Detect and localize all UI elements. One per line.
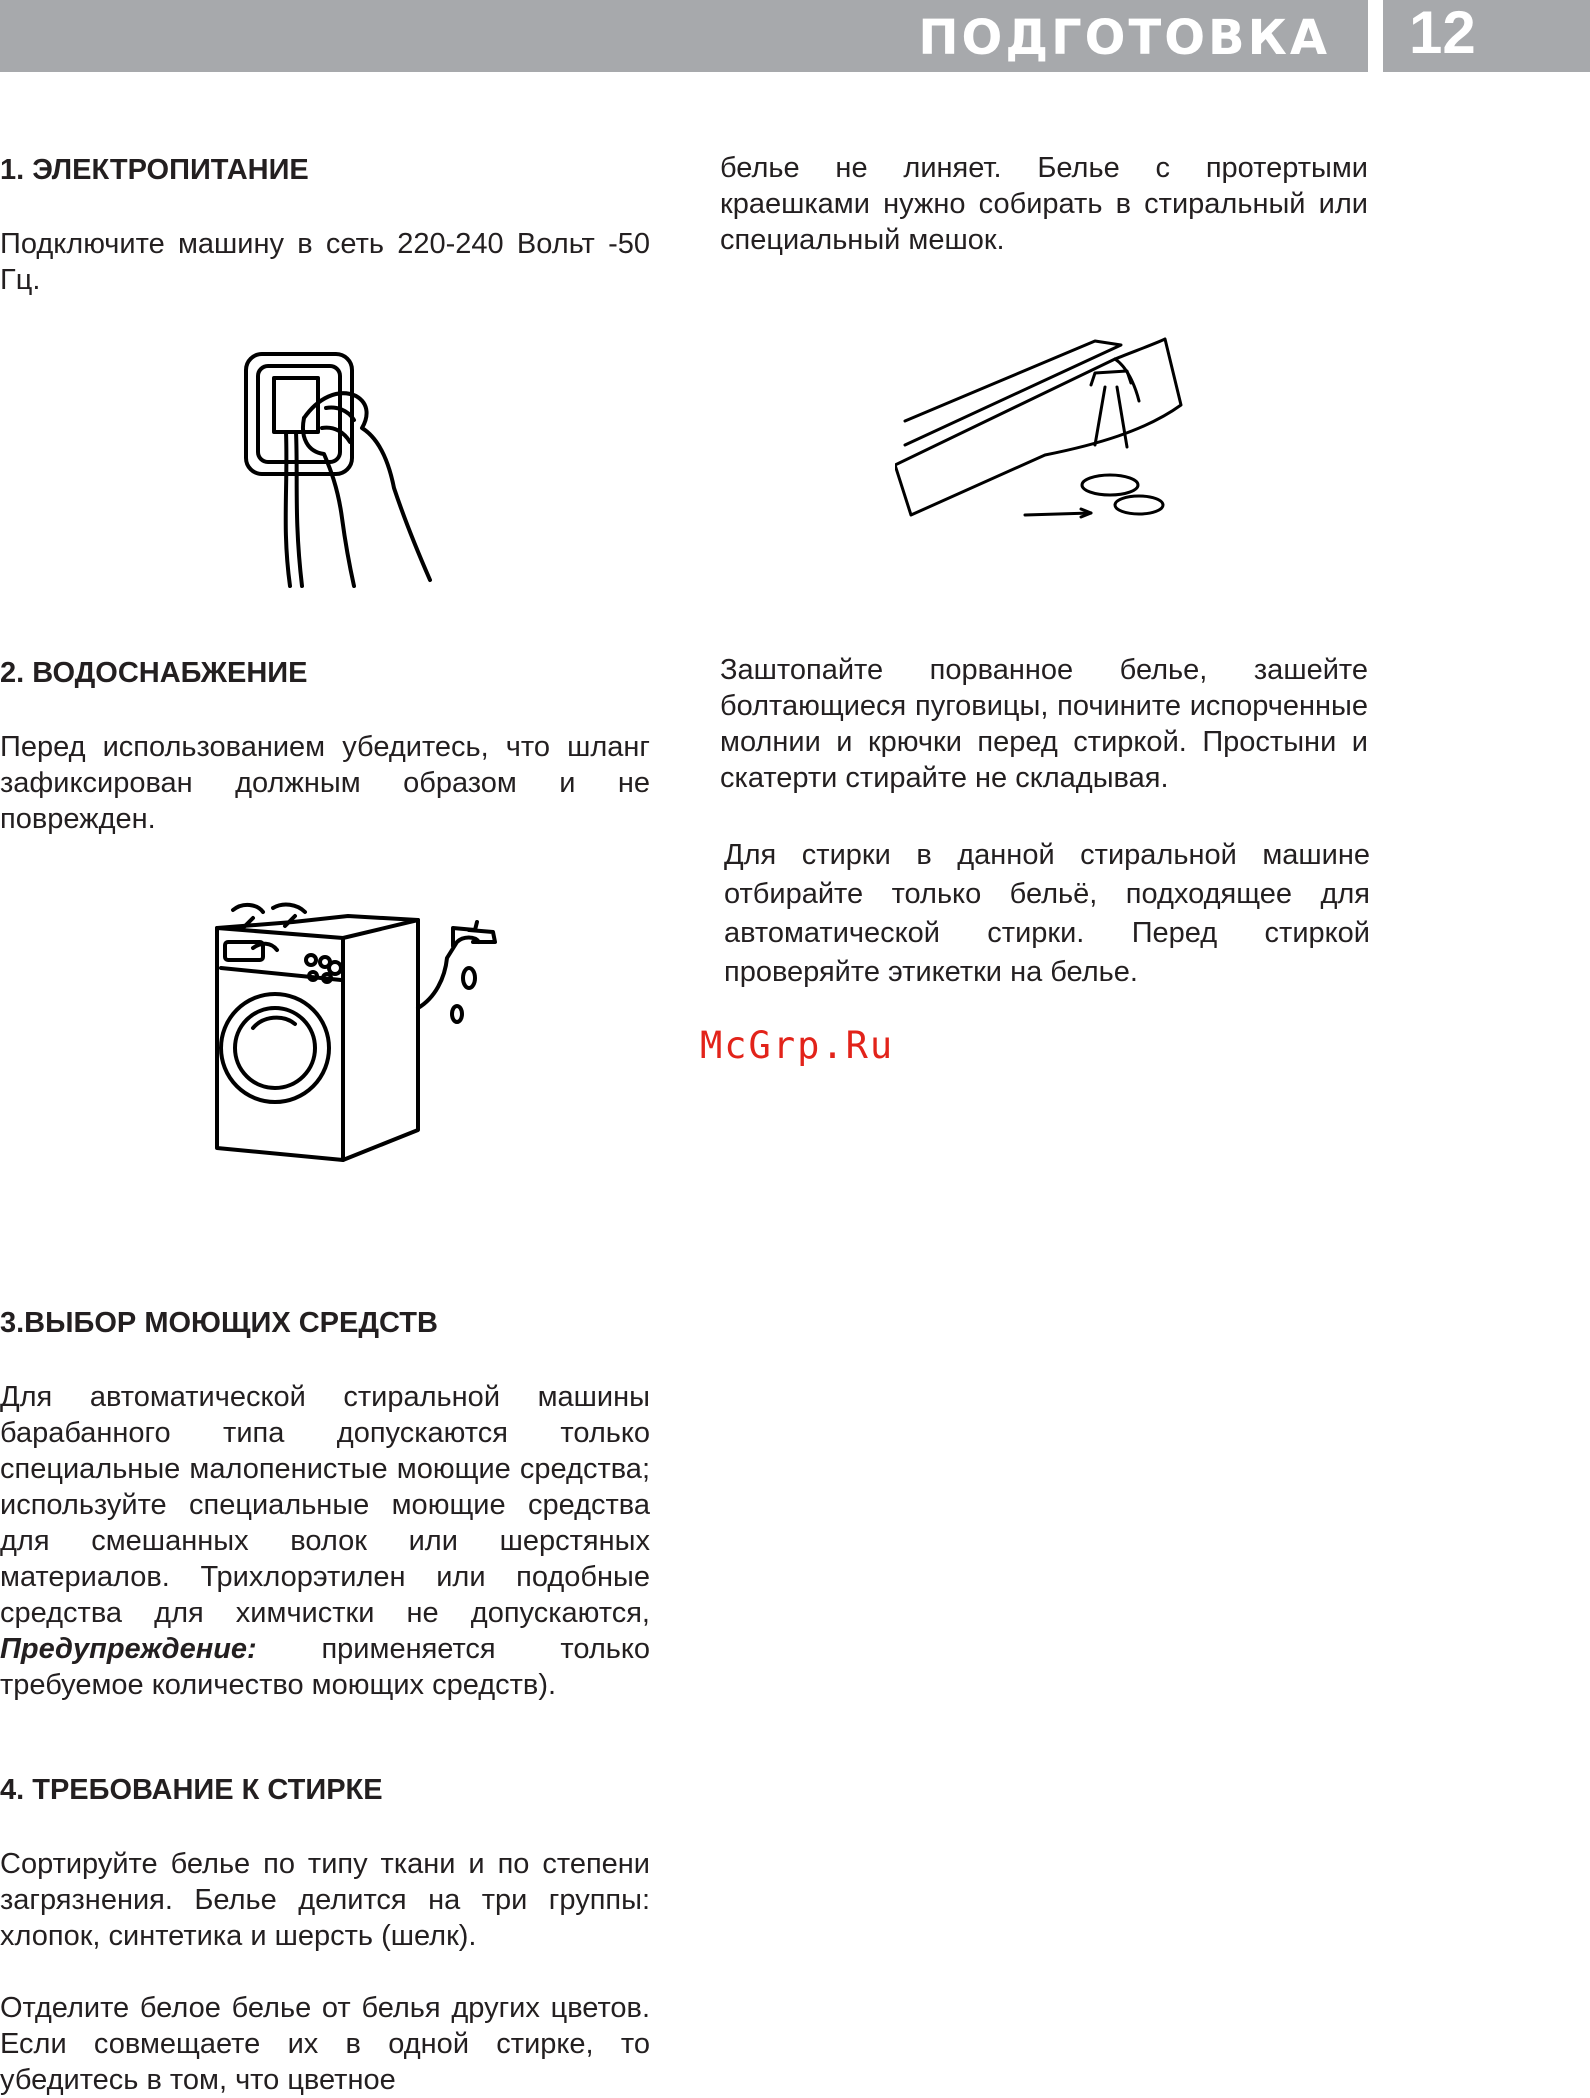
page-number: 12 (1409, 0, 1476, 66)
selection-text: Для стирки в данной стиральной машине отбирайте только бельё, подходящее для автоматической стирки. Перед стиркой проверяйте этикетки на белье. (724, 839, 1370, 988)
washing-heading: 4. ТРЕБОВАНИЕ К СТИРКЕ (0, 1774, 383, 1806)
page-number-box (1383, 0, 1590, 72)
detergent-text (0, 1379, 650, 1703)
repair-text: Заштопайте порванное белье, зашейте болтающиеся пуговицы, почините испорченные молнии и крючки перед стиркой. Простыни и скатерти стирайте не складывая. (720, 654, 1368, 794)
header-bar (0, 0, 1368, 72)
warning-text: применяется только требуемое количество моющих средств). (0, 1633, 650, 1701)
washing-text-2: Отделите белое белье от белья других цветов. Если совмещаете их в одной стирке, то убедитесь в том, что цветное (0, 1992, 650, 2096)
section-title: ПОДГОТОВКА (918, 10, 1330, 66)
plug-into-socket-illustration (238, 348, 438, 588)
continued-text: белье не линяет. Белье с протертыми краешками нужно собирать в стиральный или специальный мешок. (720, 152, 1368, 256)
detergent-body: Для автоматической стиральной машины барабанного типа допускаются только специальные малопенистые моющие средства; используйте специальные моющие средства для смешанных волок или шерстяных материалов. Трихлорэтилен или подобные средства для химчистки не допускаются, (0, 1381, 650, 1629)
washing-text-1: Сортируйте белье по типу ткани и по степени загрязнения. Белье делится на три группы: хлопок, синтетика и шерсть (шелк). (0, 1848, 650, 1952)
watermark: McGrp.Ru (700, 1024, 895, 1067)
water-heading: 2. ВОДОСНАБЖЕНИЕ (0, 657, 308, 689)
detergent-heading: 3.ВЫБОР МОЮЩИХ СРЕДСТВ (0, 1307, 438, 1339)
torn-garment-illustration (895, 335, 1185, 525)
worried-washing-machine-illustration (213, 898, 513, 1163)
power-text: Подключите машину в сеть 220-240 Вольт -50 Гц. (0, 228, 650, 296)
warning-label: Предупреждение: (0, 1633, 257, 1665)
water-text: Перед использованием убедитесь, что шланг зафиксирован должным образом и не поврежден. (0, 731, 650, 835)
power-heading: 1. ЭЛЕКТРОПИТАНИЕ (0, 154, 309, 186)
